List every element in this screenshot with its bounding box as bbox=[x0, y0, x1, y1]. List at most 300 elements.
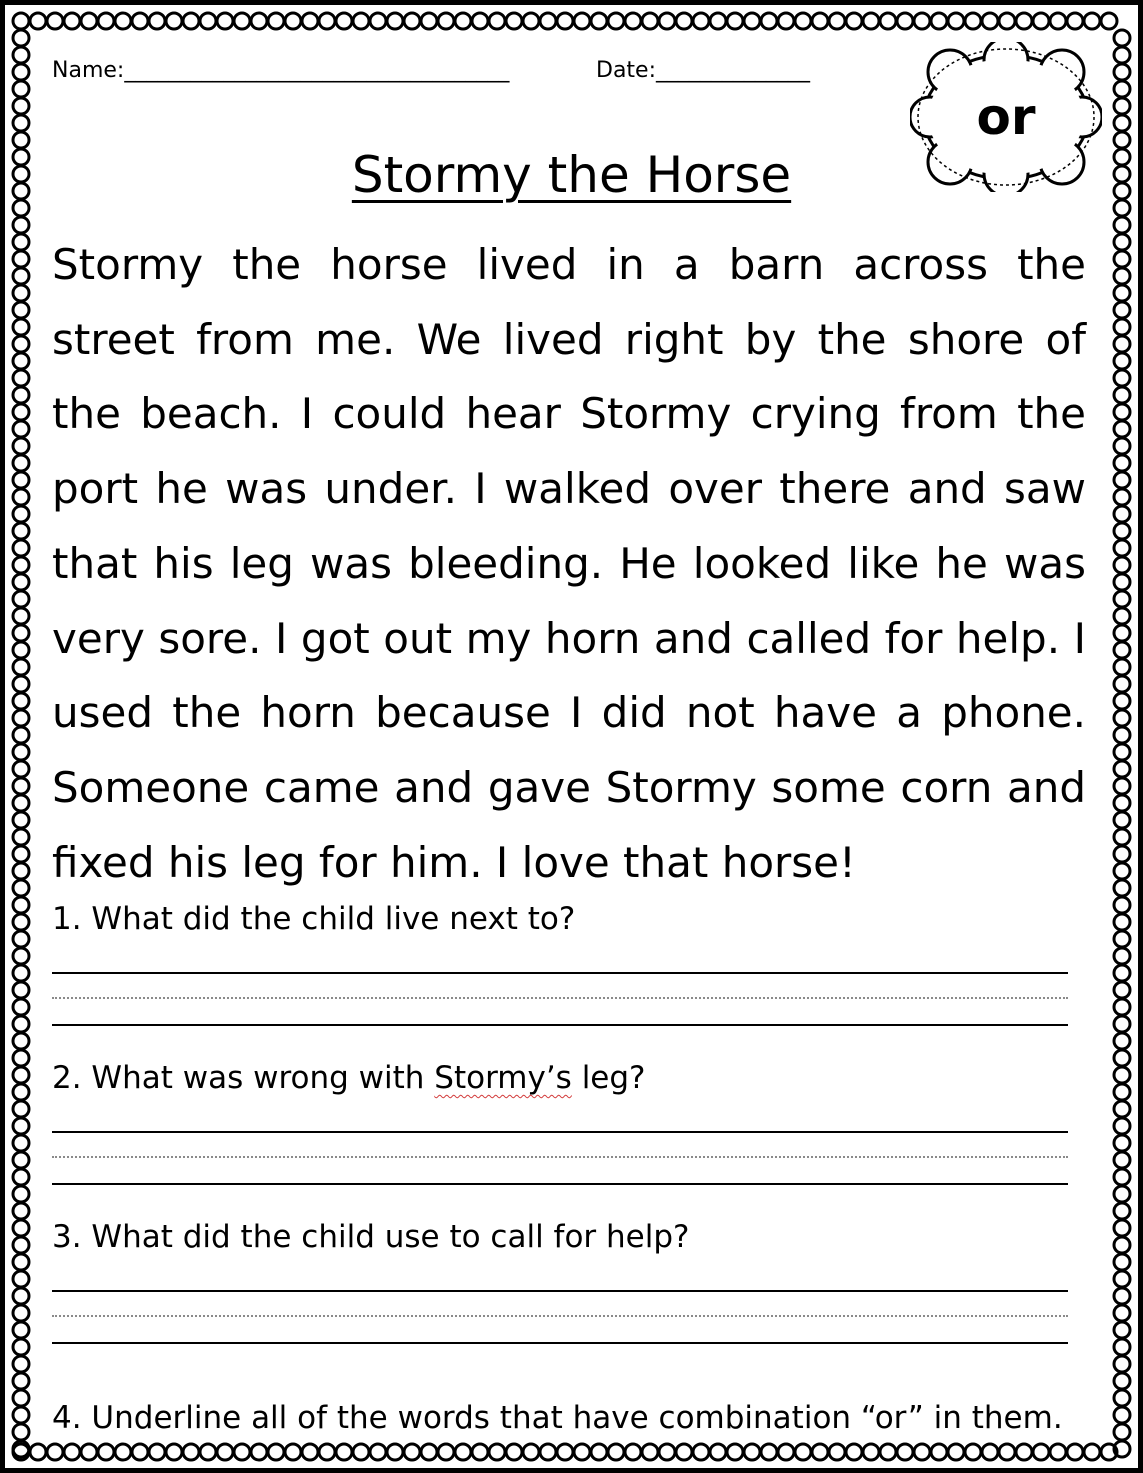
border-scallop bbox=[608, 13, 624, 29]
border-scallop bbox=[13, 557, 29, 573]
border-scallop bbox=[251, 1444, 267, 1460]
border-scallop bbox=[1114, 1390, 1130, 1406]
border-scallop bbox=[1114, 965, 1130, 981]
border-scallop bbox=[710, 1444, 726, 1460]
border-scallop bbox=[1114, 489, 1130, 505]
border-scallop bbox=[1114, 897, 1130, 913]
question-1: 1. What did the child live next to? bbox=[52, 901, 576, 937]
border-scallop bbox=[506, 13, 522, 29]
border-scallop bbox=[13, 1050, 29, 1066]
border-scallop bbox=[625, 13, 641, 29]
question-3: 3. What did the child use to call for help? bbox=[52, 1219, 690, 1255]
border-scallop bbox=[13, 1135, 29, 1151]
border-scallop bbox=[1114, 591, 1130, 607]
border-scallop bbox=[13, 387, 29, 403]
answer-line-top bbox=[52, 1290, 1068, 1292]
border-scallop bbox=[1114, 1339, 1130, 1355]
border-scallop bbox=[13, 591, 29, 607]
border-scallop bbox=[1114, 1305, 1130, 1321]
border-scallop bbox=[370, 13, 386, 29]
border-scallop bbox=[1114, 98, 1130, 114]
border-scallop bbox=[472, 13, 488, 29]
border-scallop bbox=[625, 1444, 641, 1460]
answer-lines-2[interactable] bbox=[52, 1131, 1068, 1187]
border-scallop bbox=[778, 1444, 794, 1460]
border-scallop bbox=[115, 1444, 131, 1460]
border-scallop bbox=[13, 829, 29, 845]
border-scallop bbox=[336, 1444, 352, 1460]
border-scallop bbox=[115, 13, 131, 29]
border-scallop bbox=[13, 81, 29, 97]
border-scallop bbox=[897, 1444, 913, 1460]
border-scallop bbox=[931, 1444, 947, 1460]
story-passage: Stormy the horse lived in a barn across the street from me. We lived right by the shore of the beach. I could hear Stormy crying from the port he was under. I walked over there and saw that his leg was bleeding. He looked like he was very sore. I got out my horn and called for help. I used the horn because I did not have a phone. Someone came and gave Stormy some corn and fixed his leg for him. I love that horse! bbox=[52, 240, 1086, 887]
border-scallop bbox=[1114, 1101, 1130, 1117]
border-scallop bbox=[1067, 13, 1083, 29]
border-scallop bbox=[1114, 472, 1130, 488]
border-scallop bbox=[13, 608, 29, 624]
border-scallop bbox=[1114, 846, 1130, 862]
border-scallop bbox=[1114, 1186, 1130, 1202]
answer-line-top bbox=[52, 1131, 1068, 1133]
border-scallop bbox=[846, 1444, 862, 1460]
border-scallop bbox=[13, 1033, 29, 1049]
border-scallop bbox=[1016, 1444, 1032, 1460]
border-scallop bbox=[1114, 1237, 1130, 1253]
border-scallop bbox=[710, 13, 726, 29]
border-scallop bbox=[13, 1373, 29, 1389]
border-scallop bbox=[13, 540, 29, 556]
border-scallop bbox=[1114, 1118, 1130, 1134]
border-scallop bbox=[778, 13, 794, 29]
border-scallop bbox=[880, 1444, 896, 1460]
border-scallop bbox=[1033, 13, 1049, 29]
border-scallop bbox=[1114, 574, 1130, 590]
border-scallop bbox=[744, 1444, 760, 1460]
border-scallop bbox=[1114, 812, 1130, 828]
border-scallop bbox=[98, 13, 114, 29]
border-scallop bbox=[455, 1444, 471, 1460]
border-scallop bbox=[268, 1444, 284, 1460]
border-scallop bbox=[676, 1444, 692, 1460]
border-scallop bbox=[1114, 1067, 1130, 1083]
border-scallop bbox=[999, 13, 1015, 29]
border-scallop bbox=[1114, 1033, 1130, 1049]
border-scallop bbox=[795, 1444, 811, 1460]
border-scallop bbox=[438, 1444, 454, 1460]
border-scallop bbox=[13, 13, 29, 29]
border-scallop bbox=[13, 676, 29, 692]
border-scallop bbox=[1114, 948, 1130, 964]
border-scallop bbox=[659, 1444, 675, 1460]
border-scallop bbox=[1114, 353, 1130, 369]
border-scallop bbox=[1114, 1016, 1130, 1032]
border-scallop bbox=[13, 404, 29, 420]
border-scallop bbox=[574, 13, 590, 29]
question-2 bbox=[52, 1060, 646, 1096]
border-scallop bbox=[319, 1444, 335, 1460]
border-scallop bbox=[1114, 1373, 1130, 1389]
border-scallop bbox=[13, 523, 29, 539]
border-scallop bbox=[30, 1444, 46, 1460]
page-title: Stormy the Horse bbox=[351, 146, 792, 204]
border-scallop bbox=[13, 1288, 29, 1304]
border-scallop bbox=[13, 217, 29, 233]
date-field[interactable]: Date:______________ bbox=[596, 58, 810, 83]
border-scallop bbox=[523, 1444, 539, 1460]
border-scallop bbox=[13, 438, 29, 454]
border-scallop bbox=[948, 1444, 964, 1460]
answer-lines-1[interactable] bbox=[52, 972, 1068, 1028]
border-scallop bbox=[455, 13, 471, 29]
border-scallop bbox=[13, 302, 29, 318]
border-scallop bbox=[1114, 659, 1130, 675]
border-scallop bbox=[13, 1203, 29, 1219]
border-scallop bbox=[13, 319, 29, 335]
border-scallop bbox=[200, 13, 216, 29]
border-scallop bbox=[812, 1444, 828, 1460]
border-scallop bbox=[982, 13, 998, 29]
border-scallop bbox=[1114, 387, 1130, 403]
border-scallop bbox=[1114, 523, 1130, 539]
border-scallop bbox=[1114, 1407, 1130, 1423]
border-scallop bbox=[1114, 1084, 1130, 1100]
border-scallop bbox=[1067, 1444, 1083, 1460]
border-scallop bbox=[489, 13, 505, 29]
question-4: 4. Underline all of the words that have combination “or” in them. bbox=[52, 1400, 1063, 1436]
border-scallop bbox=[489, 1444, 505, 1460]
border-scallop bbox=[13, 914, 29, 930]
border-scallop bbox=[523, 13, 539, 29]
border-scallop bbox=[557, 1444, 573, 1460]
border-scallop bbox=[13, 506, 29, 522]
border-scallop bbox=[1114, 506, 1130, 522]
border-scallop bbox=[13, 1322, 29, 1338]
border-scallop bbox=[370, 1444, 386, 1460]
border-scallop bbox=[1114, 285, 1130, 301]
border-scallop bbox=[336, 13, 352, 29]
border-scallop bbox=[1114, 1203, 1130, 1219]
border-scallop bbox=[438, 13, 454, 29]
border-scallop bbox=[13, 897, 29, 913]
border-scallop bbox=[863, 1444, 879, 1460]
border-scallop bbox=[1114, 336, 1130, 352]
border-scallop bbox=[591, 1444, 607, 1460]
border-scallop bbox=[81, 1444, 97, 1460]
border-scallop bbox=[13, 1067, 29, 1083]
border-scallop bbox=[1114, 1135, 1130, 1151]
border-scallop bbox=[13, 1390, 29, 1406]
border-scallop bbox=[1114, 540, 1130, 556]
border-scallop bbox=[1114, 421, 1130, 437]
border-scallop bbox=[13, 1084, 29, 1100]
border-scallop bbox=[574, 1444, 590, 1460]
border-scallop bbox=[132, 13, 148, 29]
border-scallop bbox=[1114, 115, 1130, 131]
answer-line-dotted bbox=[52, 997, 1068, 999]
border-scallop bbox=[982, 1444, 998, 1460]
border-scallop bbox=[13, 642, 29, 658]
border-scallop bbox=[727, 1444, 743, 1460]
border-scallop bbox=[1114, 829, 1130, 845]
border-scallop bbox=[13, 1237, 29, 1253]
border-scallop bbox=[1114, 693, 1130, 709]
border-scallop bbox=[1114, 727, 1130, 743]
border-scallop bbox=[13, 880, 29, 896]
border-scallop bbox=[1084, 1444, 1100, 1460]
border-scallop bbox=[13, 761, 29, 777]
border-scallop bbox=[1114, 438, 1130, 454]
border-scallop bbox=[472, 1444, 488, 1460]
border-scallop bbox=[13, 795, 29, 811]
border-scallop bbox=[13, 47, 29, 63]
border-scallop bbox=[13, 1271, 29, 1287]
border-scallop bbox=[13, 625, 29, 641]
border-scallop bbox=[47, 13, 63, 29]
border-scallop bbox=[13, 744, 29, 760]
border-scallop bbox=[540, 1444, 556, 1460]
border-scallop bbox=[1114, 608, 1130, 624]
border-scallop bbox=[421, 13, 437, 29]
border-scallop bbox=[1114, 880, 1130, 896]
border-scallop bbox=[353, 1444, 369, 1460]
border-scallop bbox=[13, 693, 29, 709]
border-scallop bbox=[1101, 13, 1117, 29]
border-scallop bbox=[13, 455, 29, 471]
border-scallop bbox=[166, 13, 182, 29]
border-scallop bbox=[234, 1444, 250, 1460]
border-scallop bbox=[319, 13, 335, 29]
border-scallop bbox=[557, 13, 573, 29]
border-scallop bbox=[183, 1444, 199, 1460]
border-scallop bbox=[1114, 1356, 1130, 1372]
border-scallop bbox=[404, 13, 420, 29]
border-scallop bbox=[13, 30, 29, 46]
border-scallop bbox=[149, 1444, 165, 1460]
border-scallop bbox=[13, 948, 29, 964]
answer-line-bottom bbox=[52, 1024, 1068, 1026]
border-scallop bbox=[30, 13, 46, 29]
border-scallop bbox=[13, 421, 29, 437]
border-scallop bbox=[13, 98, 29, 114]
border-scallop bbox=[13, 727, 29, 743]
border-scallop bbox=[1114, 982, 1130, 998]
border-scallop bbox=[1016, 13, 1032, 29]
border-scallop bbox=[13, 999, 29, 1015]
border-scallop bbox=[132, 1444, 148, 1460]
border-scallop bbox=[1114, 931, 1130, 947]
border-scallop bbox=[1114, 47, 1130, 63]
border-scallop bbox=[591, 13, 607, 29]
question-2-text-start: 2. What was wrong with bbox=[52, 1060, 435, 1096]
border-scallop bbox=[659, 13, 675, 29]
border-scallop bbox=[1050, 1444, 1066, 1460]
border-scallop bbox=[13, 268, 29, 284]
border-scallop bbox=[1114, 234, 1130, 250]
border-scallop bbox=[13, 336, 29, 352]
border-scallop bbox=[200, 1444, 216, 1460]
border-scallop bbox=[64, 1444, 80, 1460]
border-scallop bbox=[1114, 676, 1130, 692]
border-scallop bbox=[1114, 744, 1130, 760]
border-scallop bbox=[761, 13, 777, 29]
border-scallop bbox=[1114, 1322, 1130, 1338]
border-scallop bbox=[693, 13, 709, 29]
border-scallop bbox=[13, 659, 29, 675]
border-scallop bbox=[387, 13, 403, 29]
border-scallop bbox=[149, 13, 165, 29]
border-scallop bbox=[1114, 642, 1130, 658]
border-scallop bbox=[1114, 1271, 1130, 1287]
border-scallop bbox=[13, 965, 29, 981]
border-scallop bbox=[13, 1169, 29, 1185]
border-scallop bbox=[13, 1186, 29, 1202]
name-field[interactable]: Name:___________________________________ bbox=[52, 58, 510, 83]
answer-line-bottom bbox=[52, 1342, 1068, 1344]
border-scallop bbox=[676, 13, 692, 29]
border-scallop bbox=[268, 13, 284, 29]
border-scallop bbox=[642, 1444, 658, 1460]
border-scallop bbox=[1114, 64, 1130, 80]
border-scallop bbox=[1114, 999, 1130, 1015]
border-scallop bbox=[234, 13, 250, 29]
border-scallop bbox=[999, 1444, 1015, 1460]
border-scallop bbox=[846, 13, 862, 29]
badge-label: or bbox=[976, 88, 1036, 146]
border-scallop bbox=[880, 13, 896, 29]
question-2-text-end: leg? bbox=[571, 1060, 646, 1096]
border-scallop bbox=[1114, 302, 1130, 318]
border-scallop bbox=[1114, 863, 1130, 879]
border-scallop bbox=[13, 1101, 29, 1117]
answer-line-dotted bbox=[52, 1315, 1068, 1317]
border-scallop bbox=[1084, 13, 1100, 29]
border-scallop bbox=[13, 1220, 29, 1236]
border-scallop bbox=[13, 846, 29, 862]
border-scallop bbox=[1114, 710, 1130, 726]
border-scallop bbox=[98, 1444, 114, 1460]
border-scallop bbox=[1114, 914, 1130, 930]
border-scallop bbox=[13, 1407, 29, 1423]
border-scallop bbox=[744, 13, 760, 29]
border-scallop bbox=[1033, 1444, 1049, 1460]
border-scallop bbox=[1114, 795, 1130, 811]
border-scallop bbox=[13, 1254, 29, 1270]
border-scallop bbox=[1114, 268, 1130, 284]
border-scallop bbox=[13, 574, 29, 590]
border-scallop bbox=[914, 1444, 930, 1460]
border-scallop bbox=[13, 931, 29, 947]
border-scallop bbox=[183, 13, 199, 29]
border-scallop bbox=[795, 13, 811, 29]
border-scallop bbox=[1114, 319, 1130, 335]
answer-line-bottom bbox=[52, 1183, 1068, 1185]
border-scallop bbox=[829, 1444, 845, 1460]
border-scallop bbox=[13, 234, 29, 250]
border-scallop bbox=[13, 489, 29, 505]
border-scallop bbox=[1114, 455, 1130, 471]
border-scallop bbox=[1114, 30, 1130, 46]
border-scallop bbox=[965, 13, 981, 29]
border-scallop bbox=[13, 1016, 29, 1032]
border-scallop bbox=[863, 13, 879, 29]
border-scallop bbox=[404, 1444, 420, 1460]
border-scallop bbox=[1114, 404, 1130, 420]
question-2-highlighted-word: Stormy’s bbox=[434, 1060, 572, 1096]
border-scallop bbox=[1050, 13, 1066, 29]
border-scallop bbox=[387, 1444, 403, 1460]
border-scallop bbox=[540, 13, 556, 29]
border-scallop bbox=[421, 1444, 437, 1460]
border-scallop bbox=[1114, 370, 1130, 386]
border-scallop bbox=[13, 1339, 29, 1355]
border-scallop bbox=[1114, 217, 1130, 233]
border-scallop bbox=[693, 1444, 709, 1460]
border-scallop bbox=[13, 472, 29, 488]
border-scallop bbox=[302, 1444, 318, 1460]
border-scallop bbox=[13, 1118, 29, 1134]
border-scallop bbox=[13, 1356, 29, 1372]
answer-line-dotted bbox=[52, 1156, 1068, 1158]
border-scallop bbox=[812, 13, 828, 29]
border-scallop bbox=[13, 710, 29, 726]
border-scallop bbox=[81, 13, 97, 29]
border-scallop bbox=[914, 13, 930, 29]
border-scallop bbox=[642, 13, 658, 29]
border-scallop bbox=[1114, 1169, 1130, 1185]
border-scallop bbox=[285, 1444, 301, 1460]
border-scallop bbox=[1114, 251, 1130, 267]
border-scallop bbox=[727, 13, 743, 29]
border-scallop bbox=[13, 778, 29, 794]
border-scallop bbox=[251, 13, 267, 29]
border-scallop bbox=[506, 1444, 522, 1460]
border-scallop bbox=[13, 115, 29, 131]
answer-line-top bbox=[52, 972, 1068, 974]
border-scallop bbox=[1114, 1050, 1130, 1066]
border-scallop bbox=[13, 863, 29, 879]
border-scallop bbox=[166, 1444, 182, 1460]
border-scallop bbox=[217, 1444, 233, 1460]
border-scallop bbox=[965, 1444, 981, 1460]
border-scallop bbox=[353, 13, 369, 29]
border-scallop bbox=[64, 13, 80, 29]
border-scallop bbox=[13, 251, 29, 267]
border-scallop bbox=[1114, 1152, 1130, 1168]
border-scallop bbox=[608, 1444, 624, 1460]
border-scallop bbox=[13, 353, 29, 369]
border-scallop bbox=[1114, 1424, 1130, 1440]
border-scallop bbox=[1114, 1220, 1130, 1236]
border-scallop bbox=[13, 285, 29, 301]
border-scallop bbox=[829, 13, 845, 29]
border-scallop bbox=[1114, 625, 1130, 641]
border-scallop bbox=[13, 812, 29, 828]
border-scallop bbox=[47, 1444, 63, 1460]
border-scallop bbox=[13, 982, 29, 998]
border-scallop bbox=[13, 370, 29, 386]
border-scallop bbox=[1114, 81, 1130, 97]
border-scallop bbox=[302, 13, 318, 29]
border-scallop bbox=[285, 13, 301, 29]
border-scallop bbox=[1114, 761, 1130, 777]
border-scallop bbox=[1114, 1288, 1130, 1304]
border-scallop bbox=[1114, 1254, 1130, 1270]
border-scallop bbox=[948, 13, 964, 29]
answer-lines-3[interactable] bbox=[52, 1290, 1068, 1346]
border-scallop bbox=[897, 13, 913, 29]
border-scallop bbox=[13, 1424, 29, 1440]
